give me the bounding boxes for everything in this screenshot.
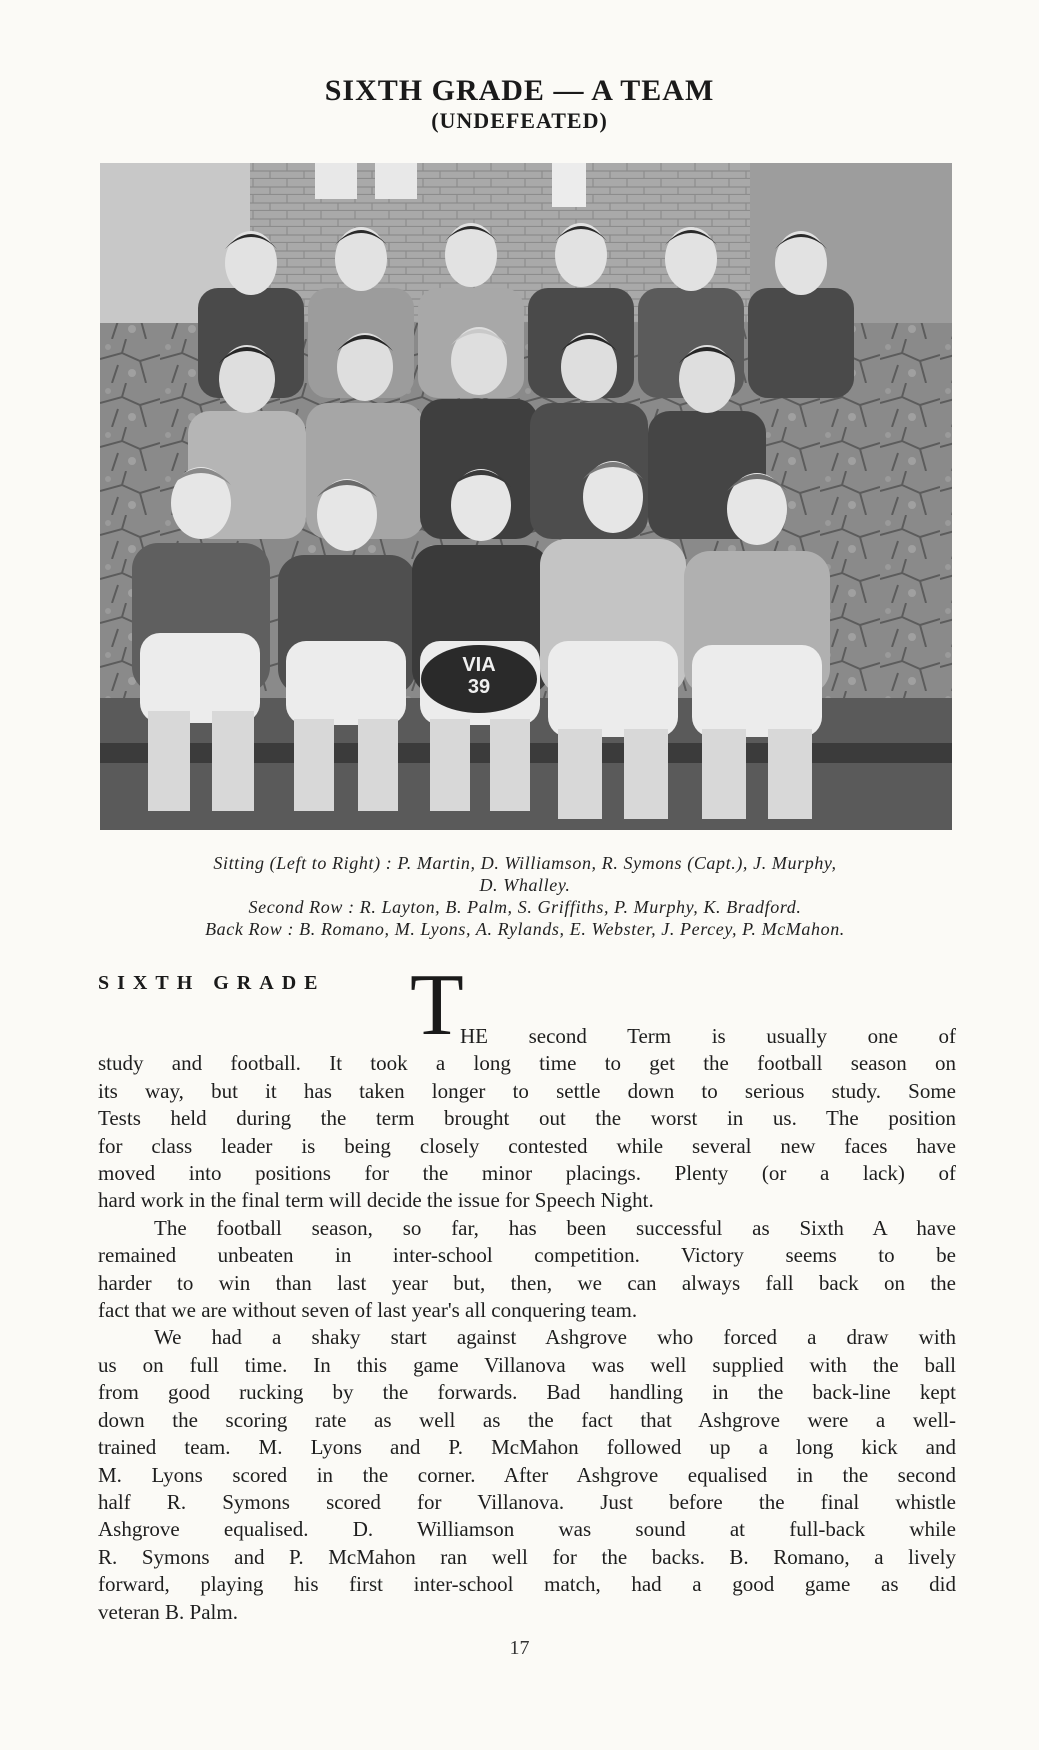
article-line: Tests held during the term brought out the worst in us. The position bbox=[98, 1106, 956, 1131]
article-line: veteran B. Palm. bbox=[98, 1599, 238, 1624]
article-line: HE second Term is usually one of bbox=[460, 1024, 956, 1048]
article-line: forward, playing his first inter-school match, had a good game as did bbox=[98, 1572, 956, 1597]
article-line: harder to win than last year but, then, we can always fall back on the bbox=[98, 1270, 956, 1295]
section-heading: SIXTH GRADE bbox=[98, 972, 326, 994]
article-line: We had a shaky start against Ashgrove who forced a draw with bbox=[154, 1325, 956, 1350]
article-line: hard work in the final term will decide the issue for Speech Night. bbox=[98, 1188, 654, 1213]
page-title: SIXTH GRADE — A TEAM bbox=[324, 74, 715, 107]
caption-back-row: Back Row : B. Romano, M. Lyons, A. Rylands, E. Webster, J. Percey, P. McMahon. bbox=[205, 919, 845, 939]
page-subtitle: (UNDEFEATED) bbox=[431, 108, 608, 133]
photo-caption bbox=[90, 852, 960, 940]
article-line: its way, but it has taken longer to settle down to serious study. Some bbox=[98, 1078, 956, 1103]
team-photo bbox=[100, 163, 952, 830]
ball-text-bottom: 39 bbox=[467, 676, 491, 698]
article-line: M. Lyons scored in the corner. After Ashgrove equalised in the second bbox=[98, 1462, 956, 1487]
article-line: remained unbeaten in inter-school competition. Victory seems to be bbox=[98, 1243, 956, 1268]
article-line: down the scoring rate as well as the fact that Ashgrove were a well- bbox=[98, 1407, 956, 1432]
article-line: half R. Symons scored for Villanova. Just before the final whistle bbox=[98, 1489, 956, 1514]
article-line: R. Symons and P. McMahon ran well for the backs. B. Romano, a lively bbox=[98, 1544, 956, 1569]
article-line: from good rucking by the forwards. Bad handling in the back-line kept bbox=[98, 1380, 956, 1405]
article-line: study and football. It took a long time to get the football season on bbox=[98, 1051, 956, 1076]
caption-sitting-cont: D. Whalley. bbox=[479, 875, 571, 895]
ball-text-top: VIA bbox=[462, 654, 496, 676]
article-line: The football season, so far, has been successful as Sixth A have bbox=[154, 1215, 956, 1240]
article-line: Ashgrove equalised. D. Williamson was sound at full-back while bbox=[98, 1517, 956, 1542]
article-line: us on full time. In this game Villanova was well supplied with the ball bbox=[98, 1352, 956, 1377]
drop-cap: T bbox=[410, 957, 464, 1054]
article-line: trained team. M. Lyons and P. McMahon followed up a long kick and bbox=[98, 1435, 956, 1460]
page-number: 17 bbox=[509, 1637, 530, 1659]
caption-sitting: Sitting (Left to Right) : P. Martin, D. Williamson, R. Symons (Capt.), J. Murphy, bbox=[213, 853, 837, 873]
article-line: moved into positions for the minor placings. Plenty (or a lack) of bbox=[98, 1161, 956, 1186]
article-line: fact that we are without seven of last year's all conquering team. bbox=[98, 1298, 638, 1323]
caption-second-row: Second Row : R. Layton, B. Palm, S. Griffiths, P. Murphy, K. Bradford. bbox=[248, 897, 802, 917]
article-body bbox=[98, 1023, 956, 1626]
article-line: for class leader is being closely contested while several new faces have bbox=[98, 1133, 956, 1158]
